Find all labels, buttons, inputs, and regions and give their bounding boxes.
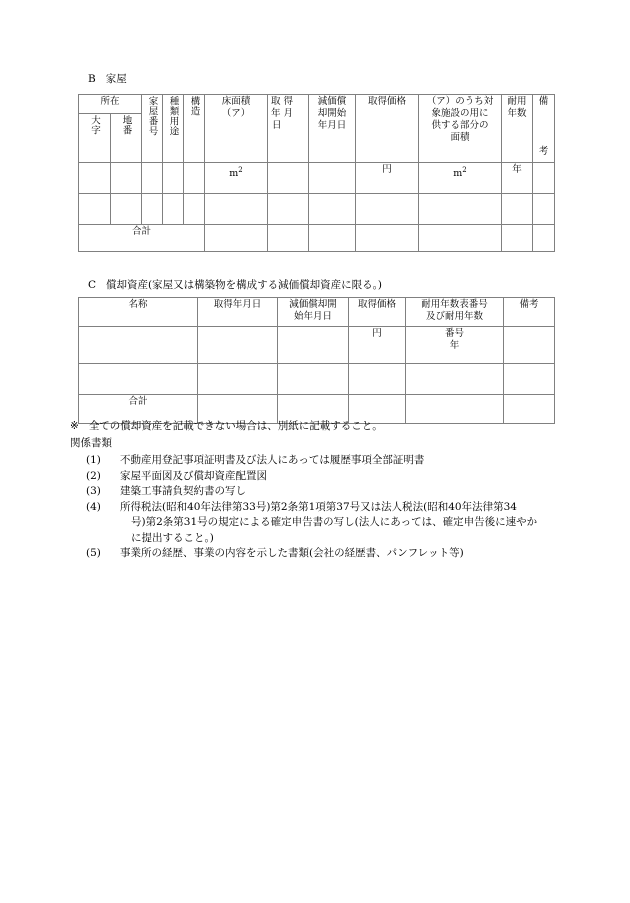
table-c-header-row xyxy=(79,298,555,327)
cell-chiban[interactable] xyxy=(111,163,142,194)
section-b-title: 家屋 xyxy=(105,73,127,85)
cell-c-acq-price[interactable] xyxy=(349,364,406,395)
cell-type-use[interactable] xyxy=(163,194,184,225)
note-text: 全ての償却資産を記載できない場合は、別紙に記載すること。 xyxy=(88,420,383,432)
cell-oaza[interactable] xyxy=(79,163,111,194)
cell-c-remarks[interactable] xyxy=(504,364,555,395)
table-row[interactable] xyxy=(79,364,555,395)
cell-remarks[interactable] xyxy=(533,163,555,194)
table-b-total-row xyxy=(79,225,555,252)
total-c-life-table[interactable] xyxy=(406,395,504,424)
cell-target-area[interactable]: $m^2$ xyxy=(419,163,502,194)
total-label: 合計 xyxy=(79,395,198,424)
th-c-remarks: 備考 xyxy=(504,298,555,327)
th-c-life-table: 耐用年数表番号 及び耐用年数 xyxy=(406,298,504,327)
cell-remarks[interactable] xyxy=(533,194,555,225)
list-item xyxy=(86,546,556,562)
cell-acq-price[interactable] xyxy=(356,194,419,225)
list-item xyxy=(86,469,556,485)
section-c-title: 償却資産(家屋又は構築物を構成する減価償却資産に限る。) xyxy=(106,279,382,291)
section-c-letter: C xyxy=(88,279,97,291)
table-b-kaoku xyxy=(78,94,555,252)
cell-structure[interactable] xyxy=(184,163,205,194)
list-item-number: (1) xyxy=(86,454,101,466)
list-item-number: (4) xyxy=(86,500,101,513)
list-item-text: 不動産用登記事項証明書及び法人にあっては履歴事項全部証明書 xyxy=(120,454,425,466)
th-depr-start: 減価償 却開始 年月日 xyxy=(309,95,356,163)
th-floor-area: 床面積 （ア） xyxy=(205,95,268,163)
cell-c-depr-start[interactable] xyxy=(278,364,349,395)
cell-c-remarks[interactable] xyxy=(504,327,555,364)
th-structure: 構造 xyxy=(184,95,205,163)
th-c-name: 名称 xyxy=(79,298,198,327)
table-c-shokyaku-shisan xyxy=(78,297,555,424)
table-row[interactable] xyxy=(79,194,555,225)
th-acq-date: 取 得 年 月 日 xyxy=(268,95,309,163)
cell-c-acq-date[interactable] xyxy=(198,364,278,395)
th-acq-price: 取得価格 xyxy=(356,95,419,163)
section-b-letter: B xyxy=(88,73,96,85)
list-item-text: 所得税法(昭和40年法律第33号)第2条第1項第37号又は法人税法(昭和40年法律第34 号)第2条第31号の規定による確定申告書の写し(法人にあっては、確定申告後に速やか に提出すること。) xyxy=(120,500,538,544)
cell-c-life-table[interactable] xyxy=(406,364,504,395)
list-item-text: 家屋平面図及び償却資産配置図 xyxy=(120,469,267,482)
cell-acq-date[interactable] xyxy=(268,163,309,194)
total-remarks[interactable] xyxy=(533,225,555,252)
list-item xyxy=(86,484,556,500)
list-item xyxy=(86,500,556,547)
list-item-number: (5) xyxy=(86,547,101,559)
cell-house-no[interactable] xyxy=(142,194,163,225)
th-location-group: 所在 xyxy=(79,95,142,114)
cell-useful-life[interactable] xyxy=(502,194,533,225)
cell-target-area[interactable] xyxy=(419,194,502,225)
cell-c-name[interactable] xyxy=(79,364,198,395)
th-location-chiban: 地番 xyxy=(111,114,142,163)
th-c-acq-date: 取得年月日 xyxy=(198,298,278,327)
total-floor-area[interactable] xyxy=(205,225,268,252)
th-c-acq-price: 取得価格 xyxy=(349,298,406,327)
list-item-number: (3) xyxy=(86,485,101,497)
related-documents-list xyxy=(86,453,556,562)
cell-c-acq-price[interactable]: 円 xyxy=(349,327,406,364)
cell-depr-start[interactable] xyxy=(309,194,356,225)
table-b-header-row-1 xyxy=(79,95,555,114)
cell-useful-life[interactable]: 年 xyxy=(502,163,533,194)
th-remarks: 備 考 xyxy=(533,95,555,163)
section-c-heading xyxy=(88,278,382,292)
cell-floor-area[interactable]: $m^2$ xyxy=(205,163,268,194)
cell-type-use[interactable] xyxy=(163,163,184,194)
list-item-number: (2) xyxy=(86,469,101,482)
total-acq-date[interactable] xyxy=(268,225,309,252)
th-type-use: 種類用途 xyxy=(163,95,184,163)
table-row[interactable] xyxy=(79,327,555,364)
related-documents-title: 関係書類 xyxy=(70,437,112,449)
total-useful-life[interactable] xyxy=(502,225,533,252)
cell-c-name[interactable] xyxy=(79,327,198,364)
cell-c-acq-date[interactable] xyxy=(198,327,278,364)
table-row[interactable] xyxy=(79,163,555,194)
total-target-area[interactable] xyxy=(419,225,502,252)
cell-structure[interactable] xyxy=(184,194,205,225)
th-c-depr-start: 減価償却開 始年月日 xyxy=(278,298,349,327)
list-item xyxy=(86,453,556,469)
cell-depr-start[interactable] xyxy=(309,163,356,194)
th-location-oaza: 大字 xyxy=(79,114,111,163)
total-c-remarks[interactable] xyxy=(504,395,555,424)
total-acq-price[interactable] xyxy=(356,225,419,252)
total-label: 合計 xyxy=(79,225,205,252)
cell-c-life-table[interactable]: 番号 年 xyxy=(406,327,504,364)
note-mark: ※ xyxy=(70,420,79,432)
cell-chiban[interactable] xyxy=(111,194,142,225)
list-item-text: 建築工事請負契約書の写し xyxy=(120,485,246,497)
cell-acq-price[interactable]: 円 xyxy=(356,163,419,194)
cell-c-depr-start[interactable] xyxy=(278,327,349,364)
cell-oaza[interactable] xyxy=(79,194,111,225)
total-depr-start[interactable] xyxy=(309,225,356,252)
th-house-number: 家屋番号 xyxy=(142,95,163,163)
th-useful-life: 耐用 年数 xyxy=(502,95,533,163)
th-target-area: （ア）のうち対 象施設の用に 供する部分の 面積 xyxy=(419,95,502,163)
footnote-note xyxy=(70,419,383,434)
cell-house-no[interactable] xyxy=(142,163,163,194)
section-b-heading xyxy=(88,72,127,86)
cell-acq-date[interactable] xyxy=(268,194,309,225)
list-item-text: 事業所の経歴、事業の内容を示した書類(会社の経歴書、パンフレット等) xyxy=(120,547,464,559)
cell-floor-area[interactable] xyxy=(205,194,268,225)
